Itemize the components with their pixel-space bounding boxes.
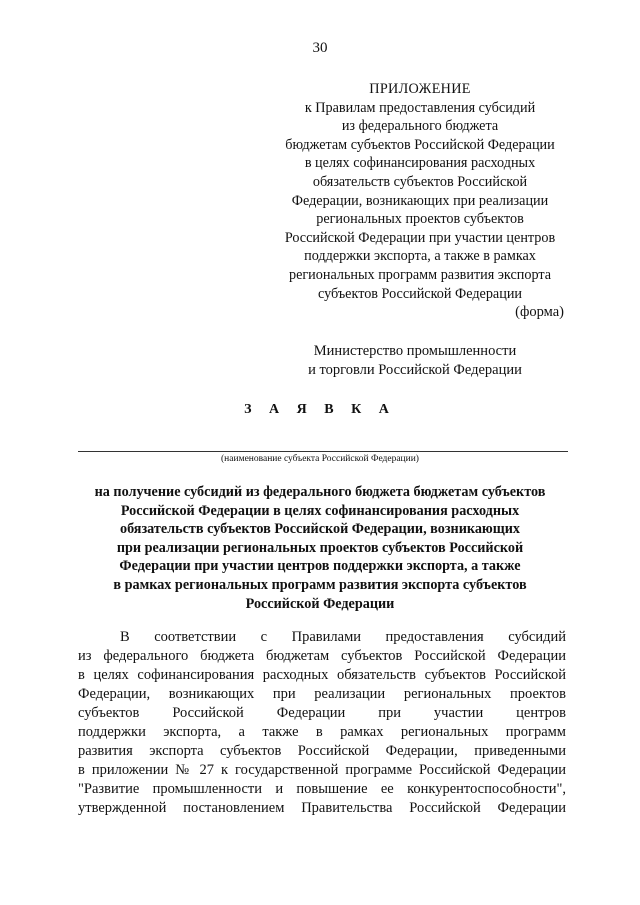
body-line: из федерального бюджета бюджетам субъектов Российской Федерации xyxy=(78,648,566,664)
body-line: субъектов Российской Федерации при участии центров xyxy=(78,705,566,721)
appendix-line: к Правилам предоставления субсидий xyxy=(304,99,536,116)
appendix-line: из федерального бюджета xyxy=(341,118,499,135)
subject-line: в рамках региональных программ развития экспорта субъектов xyxy=(113,576,527,593)
application-subject xyxy=(70,483,570,613)
appendix-line: субъектов Российской Федерации xyxy=(317,285,523,302)
ministry-line: Министерство промышленности xyxy=(313,343,517,359)
ministry-addressee xyxy=(280,342,550,380)
appendix-line: в целях софинансирования расходных xyxy=(304,155,536,172)
page-number: 30 xyxy=(312,40,328,56)
subject-name-line xyxy=(78,451,568,452)
subject-line: Федерации при участии центров поддержки экспорта, а также xyxy=(119,558,521,575)
appendix-line: бюджетам субъектов Российской Федерации xyxy=(285,136,555,153)
subject-line: Российской Федерации xyxy=(245,595,395,612)
body-line: Федерации, возникающих при реализации региональных проектов xyxy=(78,686,566,702)
appendix-line: обязательств субъектов Российской xyxy=(312,173,528,190)
document-title: З А Я В К А xyxy=(244,402,396,417)
subject-line: Российской Федерации в целях софинансирования расходных xyxy=(120,502,520,519)
body-line: утвержденной постановлением Правительства Российской Федерации xyxy=(78,800,566,816)
appendix-header xyxy=(250,80,590,303)
body-line: развития экспорта субъектов Российской Федерации, приведенными xyxy=(78,743,566,759)
body-line: поддержки экспорта, а также в рамках региональных программ xyxy=(78,724,566,740)
appendix-line: Российской Федерации при участии центров xyxy=(284,229,556,246)
subject-line: обязательств субъектов Российской Федерации, возникающих xyxy=(119,521,521,538)
ministry-line: и торговли Российской Федерации xyxy=(308,362,522,378)
form-label: (форма) xyxy=(515,304,564,320)
appendix-heading: ПРИЛОЖЕНИЕ xyxy=(369,81,471,97)
subject-line: при реализации региональных проектов субъектов Российской xyxy=(116,539,524,556)
body-paragraph xyxy=(78,628,566,818)
body-line: в целях софинансирования расходных обязательств субъектов Российской xyxy=(78,667,566,683)
body-line: в приложении № 27 к государственной программе Российской Федерации xyxy=(78,762,566,778)
appendix-line: региональных программ развития экспорта xyxy=(288,266,552,283)
subject-line: на получение субсидий из федерального бюджета бюджетам субъектов xyxy=(94,484,546,500)
appendix-line: региональных проектов субъектов xyxy=(316,211,524,228)
body-line: "Развитие промышленности и повышение ее конкурентоспособности", xyxy=(78,781,566,797)
appendix-line: Федерации, возникающих при реализации xyxy=(291,192,549,209)
subject-name-caption: (наименование субъекта Российской Федерации) xyxy=(221,454,419,464)
appendix-line: поддержки экспорта, а также в рамках xyxy=(304,248,536,265)
body-line: В соответствии с Правилами предоставления субсидий xyxy=(120,629,566,645)
